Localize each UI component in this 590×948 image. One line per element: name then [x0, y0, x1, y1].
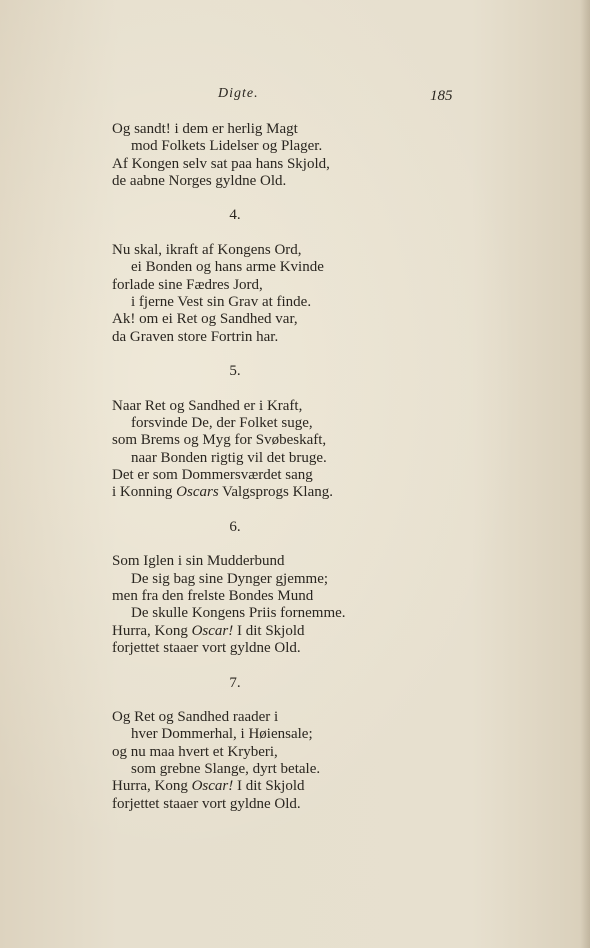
poem-line-text: naar Bonden rigtig vil det bruge. [131, 449, 327, 466]
poem-line [112, 138, 412, 155]
poem-line-text: forjettet staaer vort gyldne Old. [112, 795, 301, 812]
poem-line [112, 623, 412, 640]
poem-line [112, 778, 412, 795]
page-number: 185 [430, 88, 453, 104]
poem-line [112, 605, 412, 622]
stanza-number: 5. [229, 363, 241, 380]
poem-line-text: hver Dommerhal, i Høiensale; [131, 726, 313, 743]
poem-line-text: de aabne Norges gyldne Old. [112, 172, 287, 189]
poem-line [112, 277, 412, 294]
poem-line [112, 259, 412, 276]
poem-line-text: og nu maa hvert et Kryberi, [112, 743, 278, 760]
stanza-gap [112, 380, 412, 397]
poem-line [112, 432, 412, 449]
poem-line-text: Det er som Dommersværdet sang [112, 466, 313, 483]
poem-line [112, 588, 412, 605]
poem-line-text: Af Kongen selv sat paa hans Skjold, [112, 155, 330, 172]
poem-line-text: i fjerne Vest sin Grav at finde. [131, 293, 312, 310]
poem-line [112, 329, 412, 346]
poem-line-text: mod Folkets Lidelser og Plager. [131, 138, 323, 155]
stanza-gap [112, 536, 412, 553]
poem-line-text: De sig bag sine Dynger gjemme; [131, 570, 329, 587]
poem-line-text: da Graven store Fortrin har. [112, 328, 279, 345]
poem-line [112, 121, 412, 138]
poem-line-text: men fra den frelste Bondes Mund [112, 588, 314, 605]
emphasized-name: Oscar! [191, 778, 234, 795]
stanza-gap [112, 657, 412, 674]
poem-line [112, 467, 412, 484]
poem-line-text: I dit Skjold [233, 778, 305, 795]
poem-line [112, 553, 412, 570]
poem-line [112, 726, 412, 743]
poem-line-text: forlade sine Fædres Jord, [112, 276, 263, 293]
poem-line [112, 242, 412, 259]
poem-line-text: i Konning [112, 484, 177, 501]
poem-line [112, 744, 412, 761]
poem-line [112, 311, 412, 328]
stanza-number: 6. [229, 518, 241, 535]
poem-line [112, 415, 412, 432]
running-head: Digte. [218, 86, 259, 101]
poem-line-text: Hurra, Kong [112, 622, 192, 639]
poem-line-text: Som Iglen i sin Mudderbund [112, 553, 285, 570]
poem-line-text: som grebne Slange, dyrt betale. [131, 760, 321, 777]
poem-line-text: Ak! om ei Ret og Sandhed var, [112, 311, 298, 328]
poem-line-text: Og Ret og Sandhed raader i [112, 709, 279, 726]
stanza-number: 7. [229, 674, 241, 691]
stanza-gap [112, 502, 412, 519]
poem-line-text: I dit Skjold [233, 622, 305, 639]
emphasized-name: Oscars [176, 484, 219, 501]
poem-text [112, 121, 412, 813]
poem-line-text: Naar Ret og Sandhed er i Kraft, [112, 397, 303, 414]
poem-line [112, 294, 412, 311]
poem-line-text: forsvinde De, der Folket suge, [131, 415, 313, 432]
stanza-gap [112, 692, 412, 709]
poem-line-text: Valgsprogs Klang. [218, 484, 333, 501]
poem-line-text: Hurra, Kong [112, 778, 192, 795]
poem-line [112, 640, 412, 657]
poem-line [112, 761, 412, 778]
poem-line [112, 709, 412, 726]
stanza-number: 4. [229, 207, 241, 224]
poem-line [112, 484, 412, 501]
stanza-gap [112, 346, 412, 363]
poem-line-text: De skulle Kongens Priis fornemme. [131, 605, 346, 622]
poem-line-text: Nu skal, ikraft af Kongens Ord, [112, 242, 302, 259]
emphasized-name: Oscar! [191, 622, 234, 639]
poem-line [112, 398, 412, 415]
poem-line [112, 571, 412, 588]
poem-line [112, 796, 412, 813]
poem-line-text: forjettet staaer vort gyldne Old. [112, 639, 301, 656]
poem-line-text: ei Bonden og hans arme Kvinde [131, 259, 324, 276]
poem-line [112, 450, 412, 467]
poem-line [112, 173, 412, 190]
stanza-gap [112, 190, 412, 207]
stanza-gap [112, 225, 412, 242]
poem-line-text: som Brems og Myg for Svøbeskaft, [112, 432, 327, 449]
page-edge-shadow [580, 0, 590, 948]
poem-line-text: Og sandt! i dem er herlig Magt [112, 121, 298, 137]
poem-line [112, 156, 412, 173]
